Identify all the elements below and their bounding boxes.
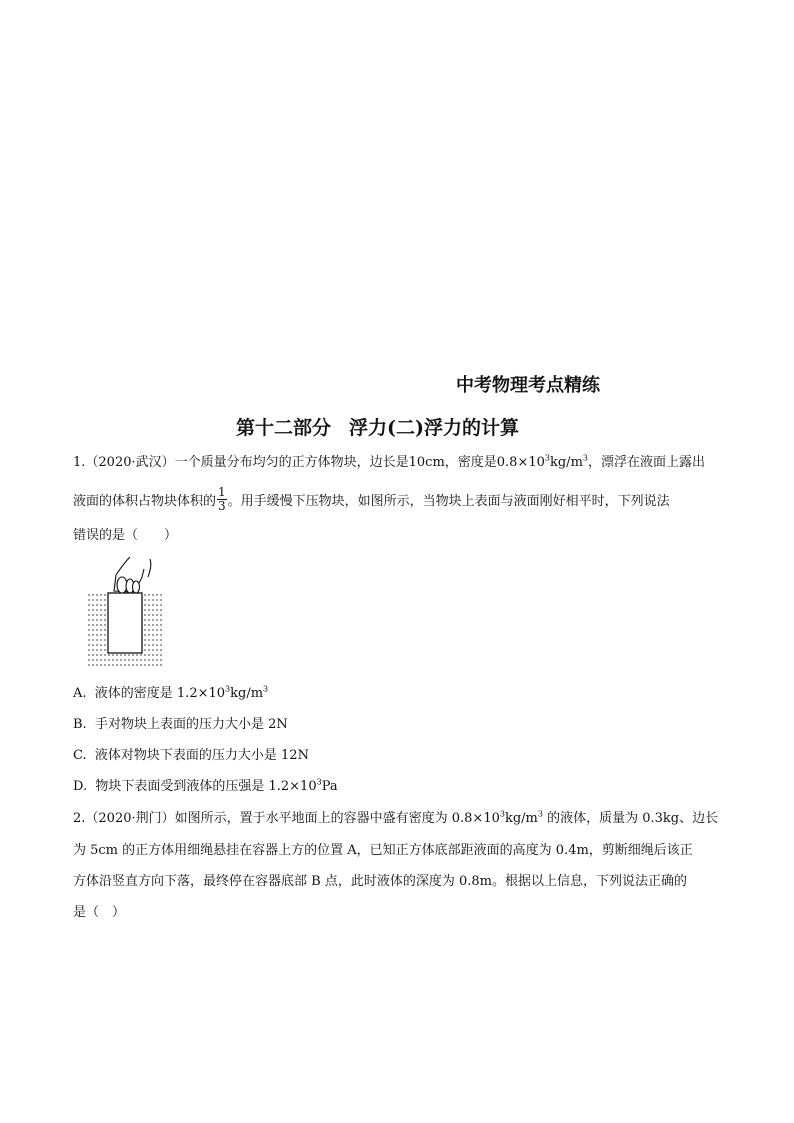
question-2-line-2: 为 5cm 的正方体用细绳悬挂在容器上方的位置 A，已知正方体底部距液面的高度为 0.4m，剪断细绳后该正 bbox=[73, 843, 693, 858]
option-b bbox=[73, 715, 288, 735]
superscript: 3 bbox=[582, 453, 588, 463]
question-1-line-1 bbox=[73, 453, 705, 473]
option-label: D. bbox=[73, 779, 88, 794]
option-label: A. bbox=[73, 686, 87, 701]
option-d bbox=[73, 777, 338, 797]
question-2-line-3: 方体沿竖直方向下落，最终停在容器底部 B 点，此时液体的深度为 0.8m。根据以上信息，下列说法正确的 bbox=[73, 874, 687, 889]
stem-text: 如图所示，置于水平地面上的容器中盛有密度为 0.8×10 bbox=[174, 811, 500, 826]
chapter-topic: 浮力(二)浮力的计算 bbox=[349, 417, 519, 439]
stem-text: kg/m bbox=[504, 811, 538, 826]
question-2-line-4: 是（ ） bbox=[73, 905, 126, 920]
hand-pressing-block-in-liquid-icon bbox=[86, 555, 166, 670]
question-1-line-2 bbox=[73, 485, 670, 515]
question-source: （2020·荆门） bbox=[85, 811, 175, 826]
chapter-title bbox=[236, 413, 519, 440]
option-text-tail: kg/m bbox=[230, 686, 264, 701]
question-1-line-3: 错误的是（ ） bbox=[73, 528, 178, 543]
fraction bbox=[217, 486, 227, 513]
chapter-part: 第十二部分 bbox=[236, 417, 332, 439]
option-text: 手对物块上表面的压力大小是 2N bbox=[94, 717, 288, 732]
option-label: C. bbox=[73, 748, 87, 763]
option-text: 液体对物块下表面的压力大小是 12N bbox=[94, 748, 309, 763]
question-number: 1. bbox=[73, 455, 86, 470]
option-label: B. bbox=[73, 717, 87, 732]
option-text: 物块下表面受到液体的压强是 1.2×10 bbox=[95, 779, 317, 794]
superscript: 3 bbox=[316, 777, 322, 787]
series-title: 中考物理考点精练 bbox=[456, 375, 600, 396]
option-c bbox=[73, 746, 309, 766]
stem-text: 液面的体积占物块体积的 bbox=[73, 494, 217, 509]
superscript: 3 bbox=[544, 453, 550, 463]
superscript: 3 bbox=[537, 809, 543, 819]
stem-text: 。用手缓慢下压物块，如图所示，当物块上表面与液面刚好相平时，下列说法 bbox=[227, 494, 670, 509]
option-text-tail: Pa bbox=[321, 779, 338, 794]
superscript: 3 bbox=[499, 809, 505, 819]
stem-text: 的液体，质量为 0.3kg、边长 bbox=[542, 811, 719, 826]
stem-text: kg/m bbox=[549, 455, 583, 470]
superscript: 3 bbox=[263, 684, 269, 694]
fraction-denominator: 3 bbox=[218, 499, 226, 513]
option-a bbox=[73, 684, 268, 704]
stem-text: ，漂浮在液面上露出 bbox=[587, 455, 705, 470]
fraction-numerator: 1 bbox=[218, 485, 226, 499]
stem-text: 一个质量分布均匀的正方体物块，边长是10cm，密度是0.8×10 bbox=[174, 455, 545, 470]
superscript: 3 bbox=[225, 684, 231, 694]
question-source: （2020·武汉） bbox=[85, 455, 175, 470]
question-2-line-1 bbox=[73, 809, 718, 829]
option-text: 液体的密度是 1.2×10 bbox=[94, 686, 226, 701]
question-number: 2. bbox=[73, 811, 86, 826]
